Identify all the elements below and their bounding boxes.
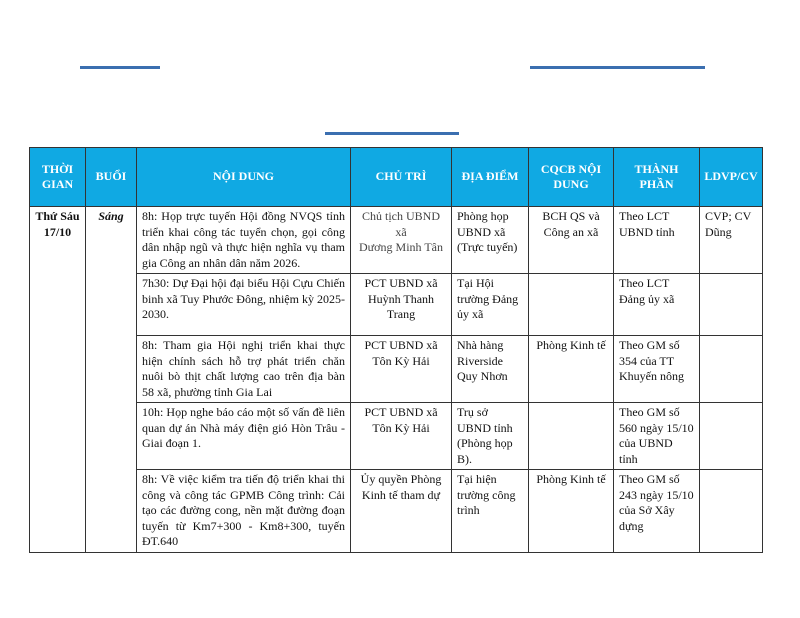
chair-cell: PCT UBND xã Tôn Kỳ Hải — [351, 403, 452, 470]
header-prep: CQCB NỘI DUNG — [529, 148, 614, 207]
location-cell: Tại hiện trường công trình — [452, 470, 529, 553]
header-participants: THÀNH PHẦN — [614, 148, 700, 207]
prep-cell: Phòng Kinh tế — [529, 470, 614, 553]
participants-cell: Theo GM số 243 ngày 15/10 của Sở Xây dựng — [614, 470, 700, 553]
location-cell: Nhà hàng Riverside Quy Nhơn — [452, 336, 529, 403]
header-ldvp: LDVP/CV — [700, 148, 763, 207]
header-session: BUỔI — [86, 148, 137, 207]
header-chair: CHỦ TRÌ — [351, 148, 452, 207]
participants-cell: Theo GM số 560 ngày 15/10 của UBND tỉnh — [614, 403, 700, 470]
header-time: THỜI GIAN — [30, 148, 86, 207]
header-right-rule — [530, 66, 705, 69]
content-cell: 8h: Tham gia Hội nghị triển khai thực hiện chính sách hỗ trợ phát triển chăn nuôi bò thịt chất lượng cao trên địa bàn 58 xã, phường tỉnh Gia Lai — [137, 336, 351, 403]
ldvp-cell — [700, 336, 763, 403]
participants-cell: Theo LCT Đảng ủy xã — [614, 274, 700, 336]
content-cell: 8h: Về việc kiểm tra tiến độ triển khai thi công và công tác GPMB Công trình: Cải tạo các đường cong, nền mặt đường đoạn tuyến từ Km7+300 - Km8+300, tuyến ĐT.640 — [137, 470, 351, 553]
prep-cell — [529, 403, 614, 470]
location-cell: Trụ sở UBND tỉnh (Phòng họp B). — [452, 403, 529, 470]
participants-cell: Theo LCT UBND tỉnh — [614, 207, 700, 274]
chair-cell: PCT UBND xã Huỳnh Thanh Trang — [351, 274, 452, 336]
schedule-table — [29, 147, 763, 553]
day-cell: Thứ Sáu 17/10 — [30, 207, 86, 553]
location-cell: Tại Hội trường Đảng ủy xã — [452, 274, 529, 336]
header-location: ĐỊA ĐIỂM — [452, 148, 529, 207]
prep-cell — [529, 274, 614, 336]
table-row — [30, 403, 763, 470]
header-row — [30, 148, 763, 207]
participants-cell: Theo GM số 354 của TT Khuyến nông — [614, 336, 700, 403]
prep-cell: BCH QS và Công an xã — [529, 207, 614, 274]
location-cell: Phòng họp UBND xã (Trực tuyến) — [452, 207, 529, 274]
session-cell: Sáng — [86, 207, 137, 553]
content-cell: 7h30: Dự Đại hội đại biểu Hội Cựu Chiến binh xã Tuy Phước Đông, nhiệm kỳ 2025-2030. — [137, 274, 351, 336]
table-row — [30, 470, 763, 553]
chair-cell: Ủy quyền Phòng Kinh tế tham dự — [351, 470, 452, 553]
header-content: NỘI DUNG — [137, 148, 351, 207]
chair-cell: PCT UBND xã Tôn Kỳ Hải — [351, 336, 452, 403]
title-rule — [325, 132, 459, 135]
header-left-rule — [80, 66, 160, 69]
table-row — [30, 274, 763, 336]
table-row — [30, 336, 763, 403]
ldvp-cell — [700, 274, 763, 336]
ldvp-cell — [700, 470, 763, 553]
content-cell: 8h: Họp trực tuyến Hội đồng NVQS tỉnh triển khai công tác tuyển chọn, gọi công dân nhập ngũ và thực hiện nghĩa vụ tham gia Công an nhân dân năm 2026. — [137, 207, 351, 274]
ldvp-cell — [700, 403, 763, 470]
content-cell: 10h: Họp nghe báo cáo một số vấn đề liên quan dự án Nhà máy điện gió Hòn Trâu - Giai đoạn 1. — [137, 403, 351, 470]
prep-cell: Phòng Kinh tế — [529, 336, 614, 403]
chair-cell: Chủ tịch UBND xã Dương Minh Tân — [351, 207, 452, 274]
ldvp-cell: CVP; CV Dũng — [700, 207, 763, 274]
table-row — [30, 207, 763, 274]
